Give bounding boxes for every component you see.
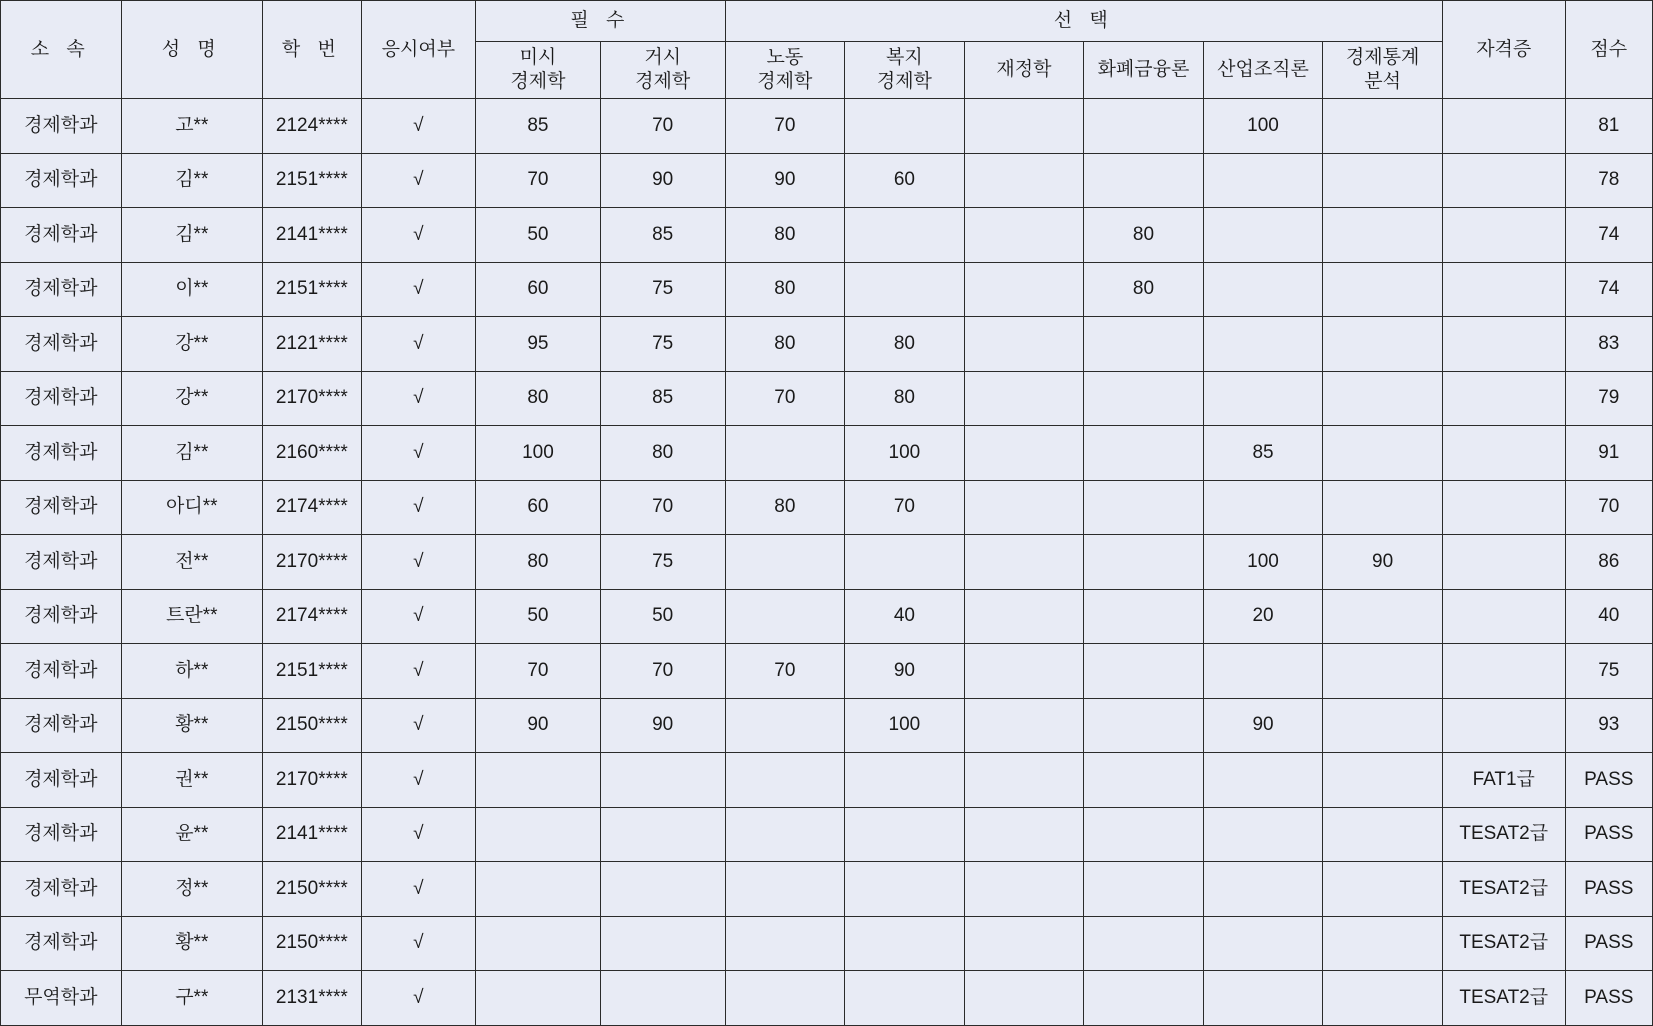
cell-industrial-org: 100 [1203, 535, 1323, 590]
cell-attendance: √ [361, 99, 475, 154]
cell-score: 81 [1565, 99, 1652, 154]
header-row-group [1, 1, 1653, 42]
cell-student-id: 2121**** [262, 317, 361, 372]
cell-welfare [845, 862, 965, 917]
cell-macro: 50 [600, 589, 725, 644]
cell-money-banking [1084, 644, 1204, 699]
col-header-industrial-org: 산업조직론 [1203, 42, 1323, 99]
cell-micro: 70 [476, 153, 601, 208]
cell-public-finance [964, 208, 1084, 263]
cell-name: 하** [121, 644, 262, 699]
cell-student-id: 2174**** [262, 480, 361, 535]
cell-name: 고** [121, 99, 262, 154]
table-body [1, 99, 1653, 1026]
cell-attendance: √ [361, 862, 475, 917]
cell-score: 83 [1565, 317, 1652, 372]
cell-macro: 70 [600, 644, 725, 699]
cell-dept: 경제학과 [1, 262, 122, 317]
cell-student-id: 2160**** [262, 426, 361, 481]
cell-industrial-org: 20 [1203, 589, 1323, 644]
table-row [1, 480, 1653, 535]
table-header [1, 1, 1653, 99]
cell-score: PASS [1565, 753, 1652, 808]
cell-student-id: 2174**** [262, 589, 361, 644]
col-header-econ-statistics: 경제통계 분석 [1323, 42, 1443, 99]
cell-name: 윤** [121, 807, 262, 862]
table-row [1, 862, 1653, 917]
cell-student-id: 2150**** [262, 698, 361, 753]
cell-attendance: √ [361, 807, 475, 862]
cell-score: 79 [1565, 371, 1652, 426]
cell-money-banking [1084, 317, 1204, 372]
cell-student-id: 2141**** [262, 807, 361, 862]
cell-attendance: √ [361, 262, 475, 317]
cell-macro: 70 [600, 99, 725, 154]
cell-econ-statistics [1323, 862, 1443, 917]
cell-dept: 경제학과 [1, 916, 122, 971]
cell-attendance: √ [361, 644, 475, 699]
col-header-public-finance: 재정학 [964, 42, 1084, 99]
cell-name: 김** [121, 208, 262, 263]
cell-micro: 90 [476, 698, 601, 753]
cell-certificate: FAT1급 [1442, 753, 1565, 808]
cell-macro: 70 [600, 480, 725, 535]
table-row [1, 916, 1653, 971]
cell-certificate [1442, 698, 1565, 753]
cell-student-id: 2151**** [262, 262, 361, 317]
cell-econ-statistics [1323, 807, 1443, 862]
cell-labor: 80 [725, 262, 845, 317]
cell-industrial-org [1203, 480, 1323, 535]
cell-dept: 경제학과 [1, 535, 122, 590]
cell-certificate [1442, 99, 1565, 154]
cell-public-finance [964, 426, 1084, 481]
cell-money-banking [1084, 862, 1204, 917]
cell-micro: 60 [476, 262, 601, 317]
cell-attendance: √ [361, 916, 475, 971]
cell-certificate [1442, 262, 1565, 317]
cell-labor [725, 862, 845, 917]
table-row [1, 426, 1653, 481]
cell-labor: 70 [725, 644, 845, 699]
col-header-elective-group: 선 택 [725, 1, 1442, 42]
cell-welfare: 80 [845, 371, 965, 426]
cell-score: PASS [1565, 807, 1652, 862]
cell-public-finance [964, 589, 1084, 644]
cell-public-finance [964, 807, 1084, 862]
cell-econ-statistics [1323, 208, 1443, 263]
cell-labor [725, 535, 845, 590]
cell-econ-statistics [1323, 262, 1443, 317]
cell-certificate [1442, 480, 1565, 535]
cell-dept: 경제학과 [1, 426, 122, 481]
cell-student-id: 2131**** [262, 971, 361, 1026]
cell-certificate: TESAT2급 [1442, 971, 1565, 1026]
cell-welfare: 70 [845, 480, 965, 535]
cell-public-finance [964, 153, 1084, 208]
cell-welfare: 100 [845, 698, 965, 753]
cell-certificate: TESAT2급 [1442, 807, 1565, 862]
cell-student-id: 2170**** [262, 535, 361, 590]
cell-score: 91 [1565, 426, 1652, 481]
col-header-required-group: 필 수 [476, 1, 726, 42]
col-header-attendance: 응시여부 [361, 1, 475, 99]
cell-welfare [845, 971, 965, 1026]
cell-industrial-org [1203, 971, 1323, 1026]
table-row [1, 262, 1653, 317]
cell-dept: 경제학과 [1, 480, 122, 535]
cell-public-finance [964, 99, 1084, 154]
col-header-dept: 소 속 [1, 1, 122, 99]
cell-attendance: √ [361, 426, 475, 481]
cell-certificate [1442, 426, 1565, 481]
cell-name: 강** [121, 317, 262, 372]
cell-welfare: 40 [845, 589, 965, 644]
cell-money-banking: 80 [1084, 262, 1204, 317]
cell-attendance: √ [361, 317, 475, 372]
cell-micro: 60 [476, 480, 601, 535]
cell-public-finance [964, 698, 1084, 753]
cell-industrial-org [1203, 208, 1323, 263]
cell-macro: 85 [600, 371, 725, 426]
cell-dept: 경제학과 [1, 698, 122, 753]
cell-student-id: 2170**** [262, 371, 361, 426]
cell-labor [725, 971, 845, 1026]
cell-attendance: √ [361, 208, 475, 263]
cell-dept: 경제학과 [1, 317, 122, 372]
cell-money-banking [1084, 698, 1204, 753]
cell-micro: 95 [476, 317, 601, 372]
cell-money-banking [1084, 753, 1204, 808]
cell-labor: 70 [725, 99, 845, 154]
col-header-score: 점수 [1565, 1, 1652, 99]
cell-welfare: 100 [845, 426, 965, 481]
table-row [1, 317, 1653, 372]
cell-econ-statistics [1323, 589, 1443, 644]
cell-labor: 80 [725, 208, 845, 263]
cell-money-banking: 80 [1084, 208, 1204, 263]
cell-dept: 경제학과 [1, 589, 122, 644]
cell-welfare [845, 535, 965, 590]
cell-name: 김** [121, 426, 262, 481]
cell-name: 구** [121, 971, 262, 1026]
cell-micro: 80 [476, 535, 601, 590]
cell-money-banking [1084, 99, 1204, 154]
cell-dept: 경제학과 [1, 807, 122, 862]
cell-macro: 75 [600, 317, 725, 372]
cell-welfare: 90 [845, 644, 965, 699]
cell-micro [476, 916, 601, 971]
cell-certificate [1442, 208, 1565, 263]
cell-attendance: √ [361, 480, 475, 535]
table-row [1, 208, 1653, 263]
cell-score: PASS [1565, 971, 1652, 1026]
cell-labor [725, 753, 845, 808]
cell-student-id: 2151**** [262, 644, 361, 699]
cell-macro [600, 753, 725, 808]
cell-public-finance [964, 371, 1084, 426]
cell-macro: 80 [600, 426, 725, 481]
cell-certificate [1442, 644, 1565, 699]
cell-certificate: TESAT2급 [1442, 916, 1565, 971]
col-header-money-banking: 화폐금융론 [1084, 42, 1204, 99]
table-row [1, 644, 1653, 699]
cell-student-id: 2151**** [262, 153, 361, 208]
cell-dept: 경제학과 [1, 753, 122, 808]
cell-industrial-org [1203, 753, 1323, 808]
cell-micro: 80 [476, 371, 601, 426]
col-header-labor: 노동 경제학 [725, 42, 845, 99]
cell-industrial-org [1203, 862, 1323, 917]
cell-dept: 경제학과 [1, 99, 122, 154]
cell-industrial-org [1203, 153, 1323, 208]
cell-econ-statistics [1323, 698, 1443, 753]
cell-attendance: √ [361, 589, 475, 644]
cell-welfare: 80 [845, 317, 965, 372]
cell-econ-statistics [1323, 317, 1443, 372]
cell-labor: 70 [725, 371, 845, 426]
cell-dept: 경제학과 [1, 208, 122, 263]
table-row [1, 971, 1653, 1026]
cell-attendance: √ [361, 971, 475, 1026]
cell-labor [725, 589, 845, 644]
cell-micro: 85 [476, 99, 601, 154]
col-header-macro: 거시 경제학 [600, 42, 725, 99]
cell-score: PASS [1565, 862, 1652, 917]
cell-econ-statistics [1323, 644, 1443, 699]
cell-dept: 경제학과 [1, 644, 122, 699]
cell-micro: 100 [476, 426, 601, 481]
cell-name: 강** [121, 371, 262, 426]
cell-attendance: √ [361, 753, 475, 808]
cell-money-banking [1084, 426, 1204, 481]
cell-attendance: √ [361, 153, 475, 208]
cell-dept: 경제학과 [1, 371, 122, 426]
cell-labor: 90 [725, 153, 845, 208]
cell-public-finance [964, 753, 1084, 808]
cell-micro [476, 971, 601, 1026]
cell-student-id: 2170**** [262, 753, 361, 808]
cell-industrial-org: 100 [1203, 99, 1323, 154]
cell-public-finance [964, 317, 1084, 372]
cell-econ-statistics [1323, 426, 1443, 481]
table-row [1, 753, 1653, 808]
col-header-name: 성 명 [121, 1, 262, 99]
cell-name: 권** [121, 753, 262, 808]
cell-certificate [1442, 153, 1565, 208]
cell-money-banking [1084, 153, 1204, 208]
cell-industrial-org [1203, 644, 1323, 699]
cell-name: 김** [121, 153, 262, 208]
cell-labor: 80 [725, 480, 845, 535]
cell-score: 75 [1565, 644, 1652, 699]
cell-student-id: 2150**** [262, 916, 361, 971]
cell-score: 74 [1565, 208, 1652, 263]
cell-public-finance [964, 862, 1084, 917]
cell-dept: 경제학과 [1, 862, 122, 917]
cell-industrial-org: 85 [1203, 426, 1323, 481]
cell-certificate: TESAT2급 [1442, 862, 1565, 917]
cell-dept: 경제학과 [1, 153, 122, 208]
cell-public-finance [964, 262, 1084, 317]
cell-money-banking [1084, 589, 1204, 644]
table-row [1, 807, 1653, 862]
cell-score: PASS [1565, 916, 1652, 971]
table-row [1, 153, 1653, 208]
cell-econ-statistics: 90 [1323, 535, 1443, 590]
cell-industrial-org [1203, 262, 1323, 317]
cell-money-banking [1084, 807, 1204, 862]
cell-macro: 75 [600, 262, 725, 317]
cell-macro [600, 916, 725, 971]
cell-micro: 50 [476, 589, 601, 644]
table-row [1, 535, 1653, 590]
cell-labor [725, 807, 845, 862]
col-header-welfare: 복지 경제학 [845, 42, 965, 99]
cell-score: 74 [1565, 262, 1652, 317]
cell-money-banking [1084, 371, 1204, 426]
table-row [1, 371, 1653, 426]
cell-score: 86 [1565, 535, 1652, 590]
cell-industrial-org [1203, 317, 1323, 372]
cell-attendance: √ [361, 371, 475, 426]
cell-labor [725, 698, 845, 753]
cell-name: 전** [121, 535, 262, 590]
cell-econ-statistics [1323, 916, 1443, 971]
cell-macro: 85 [600, 208, 725, 263]
cell-micro: 70 [476, 644, 601, 699]
cell-econ-statistics [1323, 371, 1443, 426]
cell-welfare [845, 807, 965, 862]
cell-dept: 무역학과 [1, 971, 122, 1026]
cell-micro: 50 [476, 208, 601, 263]
cell-public-finance [964, 480, 1084, 535]
cell-score: 40 [1565, 589, 1652, 644]
cell-welfare [845, 753, 965, 808]
cell-money-banking [1084, 480, 1204, 535]
cell-macro: 90 [600, 698, 725, 753]
cell-public-finance [964, 535, 1084, 590]
cell-industrial-org [1203, 916, 1323, 971]
cell-certificate [1442, 535, 1565, 590]
cell-macro [600, 862, 725, 917]
cell-name: 황** [121, 916, 262, 971]
cell-econ-statistics [1323, 99, 1443, 154]
cell-name: 이** [121, 262, 262, 317]
cell-name: 트란** [121, 589, 262, 644]
cell-macro [600, 971, 725, 1026]
cell-student-id: 2141**** [262, 208, 361, 263]
cell-labor [725, 916, 845, 971]
cell-industrial-org [1203, 807, 1323, 862]
table-row [1, 99, 1653, 154]
cell-certificate [1442, 317, 1565, 372]
cell-student-id: 2124**** [262, 99, 361, 154]
cell-industrial-org [1203, 371, 1323, 426]
cell-public-finance [964, 916, 1084, 971]
col-header-certificate: 자격증 [1442, 1, 1565, 99]
col-header-micro: 미시 경제학 [476, 42, 601, 99]
cell-name: 황** [121, 698, 262, 753]
cell-macro: 90 [600, 153, 725, 208]
cell-welfare [845, 208, 965, 263]
cell-industrial-org: 90 [1203, 698, 1323, 753]
cell-micro [476, 753, 601, 808]
cell-money-banking [1084, 971, 1204, 1026]
table-row [1, 698, 1653, 753]
col-header-student-id: 학 번 [262, 1, 361, 99]
cell-labor [725, 426, 845, 481]
cell-certificate [1442, 371, 1565, 426]
cell-score: 70 [1565, 480, 1652, 535]
cell-money-banking [1084, 535, 1204, 590]
cell-micro [476, 862, 601, 917]
cell-certificate [1442, 589, 1565, 644]
cell-welfare [845, 262, 965, 317]
cell-micro [476, 807, 601, 862]
cell-econ-statistics [1323, 971, 1443, 1026]
cell-labor: 80 [725, 317, 845, 372]
cell-money-banking [1084, 916, 1204, 971]
cell-student-id: 2150**** [262, 862, 361, 917]
cell-econ-statistics [1323, 753, 1443, 808]
cell-public-finance [964, 644, 1084, 699]
cell-welfare: 60 [845, 153, 965, 208]
cell-score: 78 [1565, 153, 1652, 208]
cell-attendance: √ [361, 698, 475, 753]
cell-welfare [845, 99, 965, 154]
cell-score: 93 [1565, 698, 1652, 753]
cell-name: 정** [121, 862, 262, 917]
cell-macro [600, 807, 725, 862]
cell-public-finance [964, 971, 1084, 1026]
table-row [1, 589, 1653, 644]
cell-macro: 75 [600, 535, 725, 590]
cell-welfare [845, 916, 965, 971]
cell-attendance: √ [361, 535, 475, 590]
cell-econ-statistics [1323, 480, 1443, 535]
cell-name: 아디** [121, 480, 262, 535]
cell-econ-statistics [1323, 153, 1443, 208]
